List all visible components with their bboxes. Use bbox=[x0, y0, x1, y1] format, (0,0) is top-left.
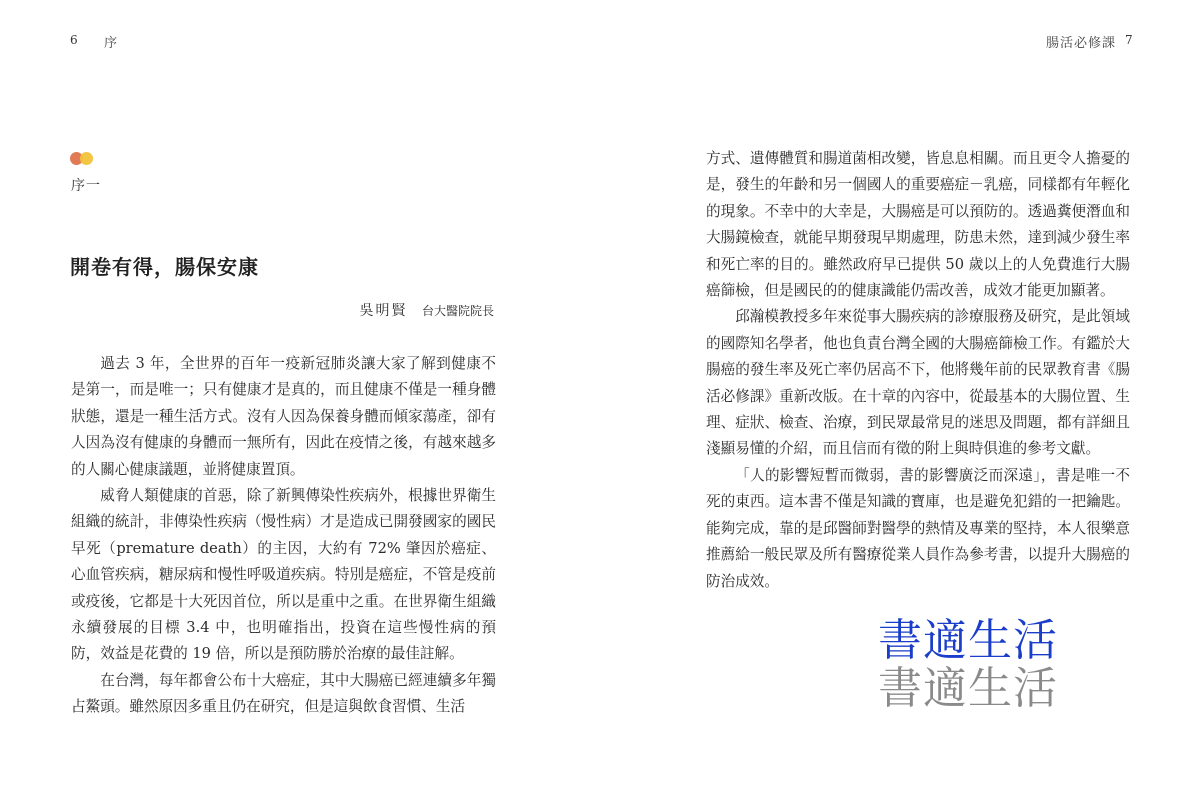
right-body-text bbox=[706, 146, 1130, 595]
author-title: 台大醫院院長 bbox=[421, 304, 494, 318]
running-head-right: 腸活必修課 bbox=[1046, 36, 1117, 51]
page-number-left: 6 bbox=[70, 33, 78, 47]
section-dots-ornament bbox=[70, 152, 100, 164]
paragraph: 方式、遺傳體質和腸道菌相改變，皆息息相關。而且更令人擔憂的是，發生的年齡和另一個國人的重要癌症－乳癌，同樣都有年輕化的現象。不幸中的大幸是，大腸癌是可以預防的。透過糞便潛血和大腸鏡檢查，就能早期發現早期處理，防患未然，達到減少發生率和死亡率的目的。雖然政府早已提供 50 歲以上的人免費進行大腸癌篩檢，但是國民的的健康識能仍需改善，成效才能更加顯著。 bbox=[706, 150, 1130, 300]
paragraph: 威脅人類健康的首惡，除了新興傳染性疾病外，根據世界衛生組織的統計，非傳染性疾病（慢性病）才是造成已開發國家的國民早死（premature death）的主因，大約有 72% 肇因於癌症、心血管疾病，糖尿病和慢性呼吸道疾病。特別是癌症，不管是疫前或疫後，它都是十大死因首位，所以是重中之重。在世界衛生組織永續發展的目標 3.4 中，也明確指出，投資在這些慢性病的預防，效益是花費的 19 倍，所以是預防勝於治療的最佳註解。 bbox=[71, 487, 496, 663]
watermark-gray: 書適生活 bbox=[878, 663, 1058, 714]
byline bbox=[360, 300, 494, 320]
paragraph: 過去 3 年，全世界的百年一疫新冠肺炎讓大家了解到健康不是第一，而是唯一；只有健康才是真的，而且健康不僅是一種身體狀態，還是一種生活方式。沒有人因為保養身體而傾家蕩產，卻有人因為沒有健康的身體而一無所有，因此在疫情之後，有越來越多的人關心健康議題，並將健康置頂。 bbox=[71, 355, 496, 478]
paragraph: 邱瀚模教授多年來從事大腸疾病的診療服務及研究，是此領域的國際知名學者，他也負責台灣全國的大腸癌篩檢工作。有鑑於大腸癌的發生率及死亡率仍居高不下，他將幾年前的民眾教育書《腸活必修課》重新改版。在十章的內容中，從最基本的大腸位置、生理、症狀、檢查、治療，到民眾最常見的迷思及問題，都有詳細且淺顯易懂的介紹，而且信而有徵的附上與時俱進的參考文獻。 bbox=[706, 308, 1130, 458]
author-name: 吳明賢 bbox=[359, 303, 408, 319]
paragraph: 「人的影響短暫而微弱，書的影響廣泛而深遠」，書是唯一不死的東西。這本書不僅是知識的寶庫，也是避免犯錯的一把鑰匙。能夠完成，靠的是邱醫師對醫學的熱情及專業的堅持，本人很樂意推薦給一般民眾及所有醫療從業人員作為參考書，以提升大腸癌的防治成效。 bbox=[706, 466, 1130, 590]
paragraph: 在台灣，每年都會公布十大癌症，其中大腸癌已經連續多年獨占鰲頭。雖然原因多重且仍在研究，但是這與飲食習慣、生活 bbox=[71, 671, 496, 716]
yellow-dot-icon bbox=[80, 152, 93, 165]
right-page bbox=[600, 0, 1200, 812]
watermark-blue: 書適生活 bbox=[878, 615, 1058, 666]
page-number-right: 7 bbox=[1125, 33, 1133, 47]
running-head-left: 序 bbox=[104, 36, 119, 51]
chapter-title: 開卷有得，腸保安康 bbox=[70, 255, 259, 279]
section-label: 序一 bbox=[71, 178, 101, 194]
left-body-text bbox=[71, 351, 496, 721]
